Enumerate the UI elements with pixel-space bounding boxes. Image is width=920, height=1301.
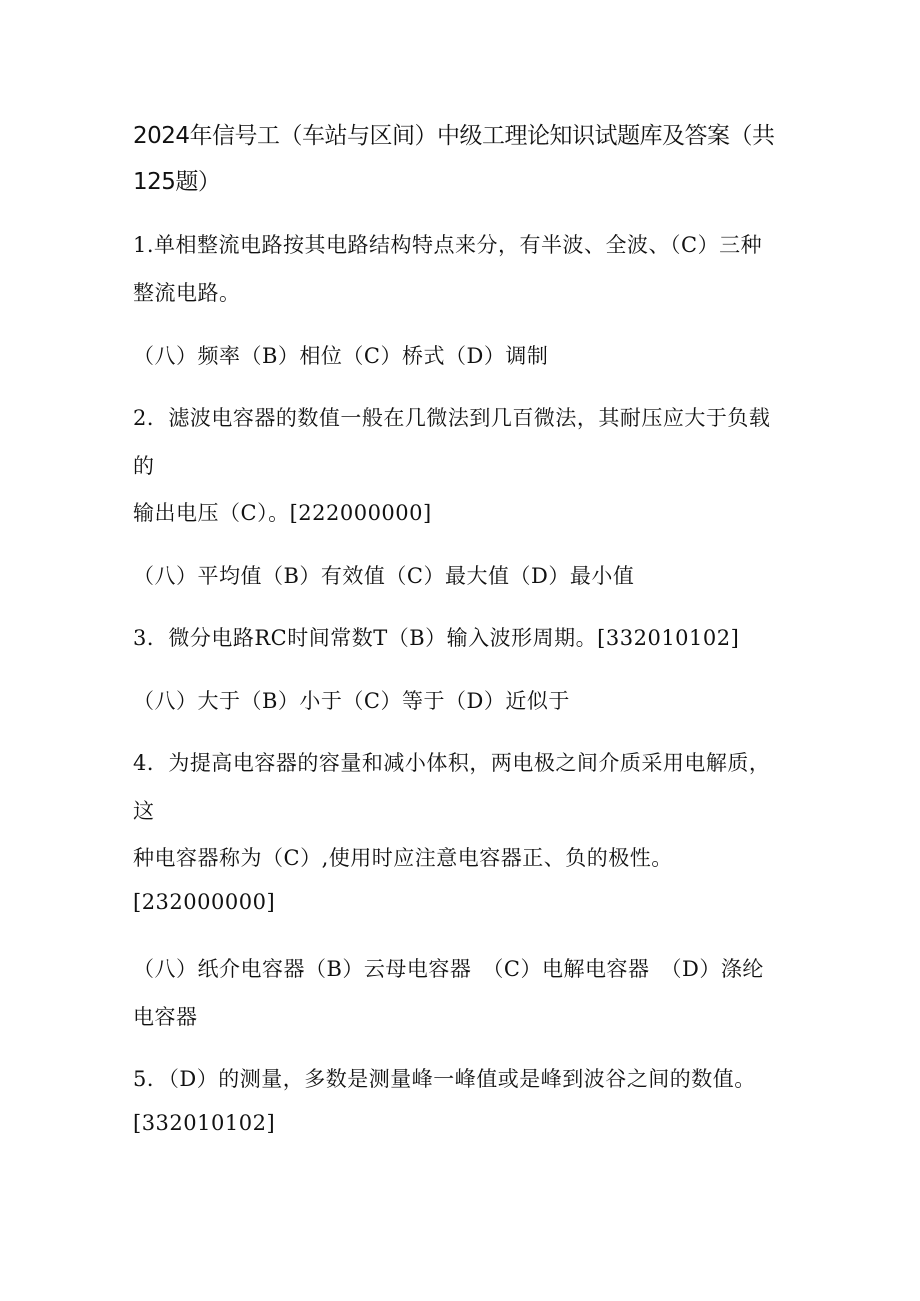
question-2-text: 2．滤波电容器的数值一般在几微法到几百微法，其耐压应大于负载 xyxy=(133,406,771,430)
document-title-line-1: 2024年信号工（车站与区间）中级工理论知识试题库及答案（共 xyxy=(133,123,775,149)
question-1-text: 1.单相整流电路按其电路结构特点来分，有半波、全波、（C）三种 xyxy=(133,233,763,257)
question-1-options: （八）频率（B）相位（C）桥式（D）调制 xyxy=(133,344,549,368)
question-4-options: （八）纸介电容器（B）云母电容器 （C）电解电容器 （D）涤纶 xyxy=(133,957,764,981)
question-1-text-cont: 整流电路。 xyxy=(133,281,241,305)
question-5-code: [332010102] xyxy=(133,1111,276,1135)
question-3-options: （八）大于（B）小于（C）等于（D）近似于 xyxy=(133,689,570,713)
document-title-line-2: 125题） xyxy=(133,169,221,195)
question-2-options: （八）平均值（B）有效值（C）最大值（D）最小值 xyxy=(133,564,635,588)
question-3-text: 3．微分电路RC时间常数T（B）输入波形周期。[332010102] xyxy=(133,626,740,650)
question-4-text: 4．为提高电容器的容量和减小体积，两电极之间介质采用电解质， xyxy=(133,751,771,775)
question-4-text-cont-2: 种电容器称为（C）,使用时应注意电容器正、负的极性。 xyxy=(133,846,673,870)
question-4-text-cont: 这 xyxy=(133,799,155,823)
question-5-text: 5．（D）的测量，多数是测量峰一峰值或是峰到波谷之间的数值。 xyxy=(133,1067,756,1091)
question-2-text-cont-2: 输出电压（C）。[222000000] xyxy=(133,501,432,525)
question-4-options-cont: 电容器 xyxy=(133,1005,198,1029)
question-2-text-cont: 的 xyxy=(133,454,155,478)
question-4-code: [232000000] xyxy=(133,890,276,914)
